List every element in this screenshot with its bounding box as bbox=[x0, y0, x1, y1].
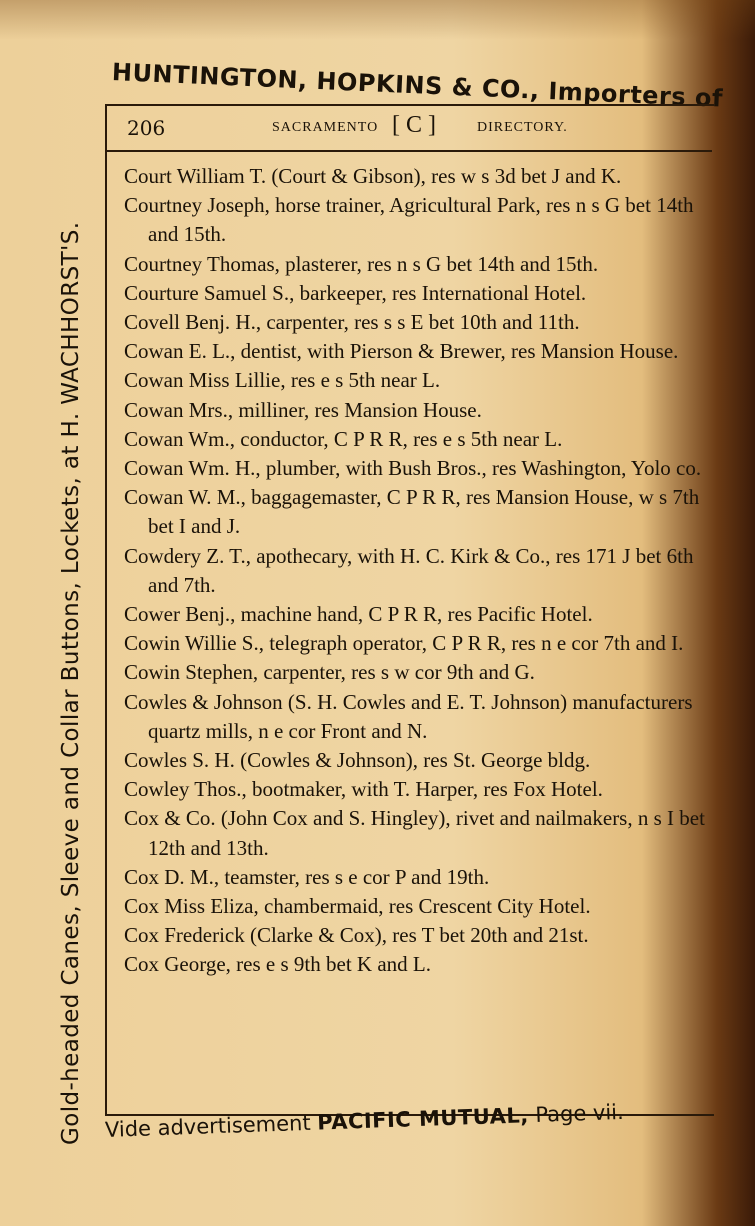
header-advertisement: HUNTINGTON, HOPKINS & CO., Importers of bbox=[111, 58, 724, 113]
directory-entry: Cowles S. H. (Cowles & Johnson), res St. George bldg. bbox=[124, 748, 591, 773]
directory-entry: Court William T. (Court & Gibson), res w s 3d bet J and K. bbox=[124, 164, 622, 188]
directory-entry: Cox D. M., teamster, res s e cor P and 19th. bbox=[124, 864, 490, 889]
directory-entry: Cowan W. M., baggagemaster, C P R R, res Mansion House, w s 7th bet I and J. bbox=[124, 485, 700, 539]
page-number: 206 bbox=[127, 116, 166, 140]
directory-entry: Cowin Willie S., telegraph operator, C P R R, res n e cor 7th and I. bbox=[124, 631, 684, 656]
running-head bbox=[122, 114, 702, 146]
directory-entry: Cower Benj., machine hand, C P R R, res Pacific Hotel. bbox=[124, 602, 593, 627]
directory-entry: Cox George, res e s 9th bet K and L. bbox=[124, 952, 431, 977]
directory-entry: Cowan Miss Lillie, res e s 5th near L. bbox=[124, 368, 441, 393]
side-advertisement: Gold-headed Canes, Sleeve and Collar Buttons, Lockets, at H. WACHHORST'S. bbox=[58, 221, 84, 1145]
directory-entry: Cox & Co. (John Cox and S. Hingley), rivet and nailmakers, n s I bet 12th and 13th. bbox=[124, 806, 705, 860]
running-head-title: SACRAMENTO bbox=[272, 120, 379, 135]
directory-entries bbox=[124, 162, 708, 980]
directory-entry: Cox Miss Eliza, chambermaid, res Crescent City Hotel. bbox=[124, 894, 591, 919]
directory-entry: Courtney Joseph, horse trainer, Agricultural Park, res n s G bet 14th and 15th. bbox=[124, 193, 694, 247]
directory-entry: Cowdery Z. T., apothecary, with H. C. Kirk & Co., res 171 J bet 6th and 7th. bbox=[124, 543, 694, 597]
directory-entry: Cowan Wm., conductor, C P R R, res e s 5th near L. bbox=[124, 426, 563, 451]
footer-prefix: Vide advertisement bbox=[104, 1110, 311, 1142]
directory-entry: Cowan Wm. H., plumber, with Bush Bros., res Washington, Yolo co. bbox=[124, 456, 702, 481]
running-head-letter: [ C ] bbox=[392, 112, 436, 138]
directory-entry: Cox Frederick (Clarke & Cox), res T bet 20th and 21st. bbox=[124, 923, 589, 948]
directory-entry: Cowin Stephen, carpenter, res s w cor 9th and G. bbox=[124, 660, 535, 685]
footer-advertiser: PACIFIC MUTUAL, bbox=[316, 1103, 530, 1135]
header-rule bbox=[105, 150, 712, 152]
directory-entry: Cowles & Johnson (S. H. Cowles and E. T. Johnson) manufacturers quartz mills, n e cor Front and N. bbox=[124, 689, 693, 743]
directory-entry: Cowan E. L., dentist, with Pierson & Brewer, res Mansion House. bbox=[124, 339, 679, 364]
running-head-suffix: DIRECTORY. bbox=[477, 120, 568, 135]
directory-entry: Courture Samuel S., barkeeper, res International Hotel. bbox=[124, 280, 587, 305]
footer-page-ref: Page vii. bbox=[535, 1099, 625, 1127]
directory-entry: Cowley Thos., bootmaker, with T. Harper, res Fox Hotel. bbox=[124, 777, 603, 802]
directory-entry: Cowan Mrs., milliner, res Mansion House. bbox=[124, 397, 482, 422]
page-shadow bbox=[0, 0, 755, 40]
directory-entry: Courtney Thomas, plasterer, res n s G bet 14th and 15th. bbox=[124, 251, 599, 276]
directory-entry: Covell Benj. H., carpenter, res s s E bet 10th and 11th. bbox=[124, 310, 580, 335]
